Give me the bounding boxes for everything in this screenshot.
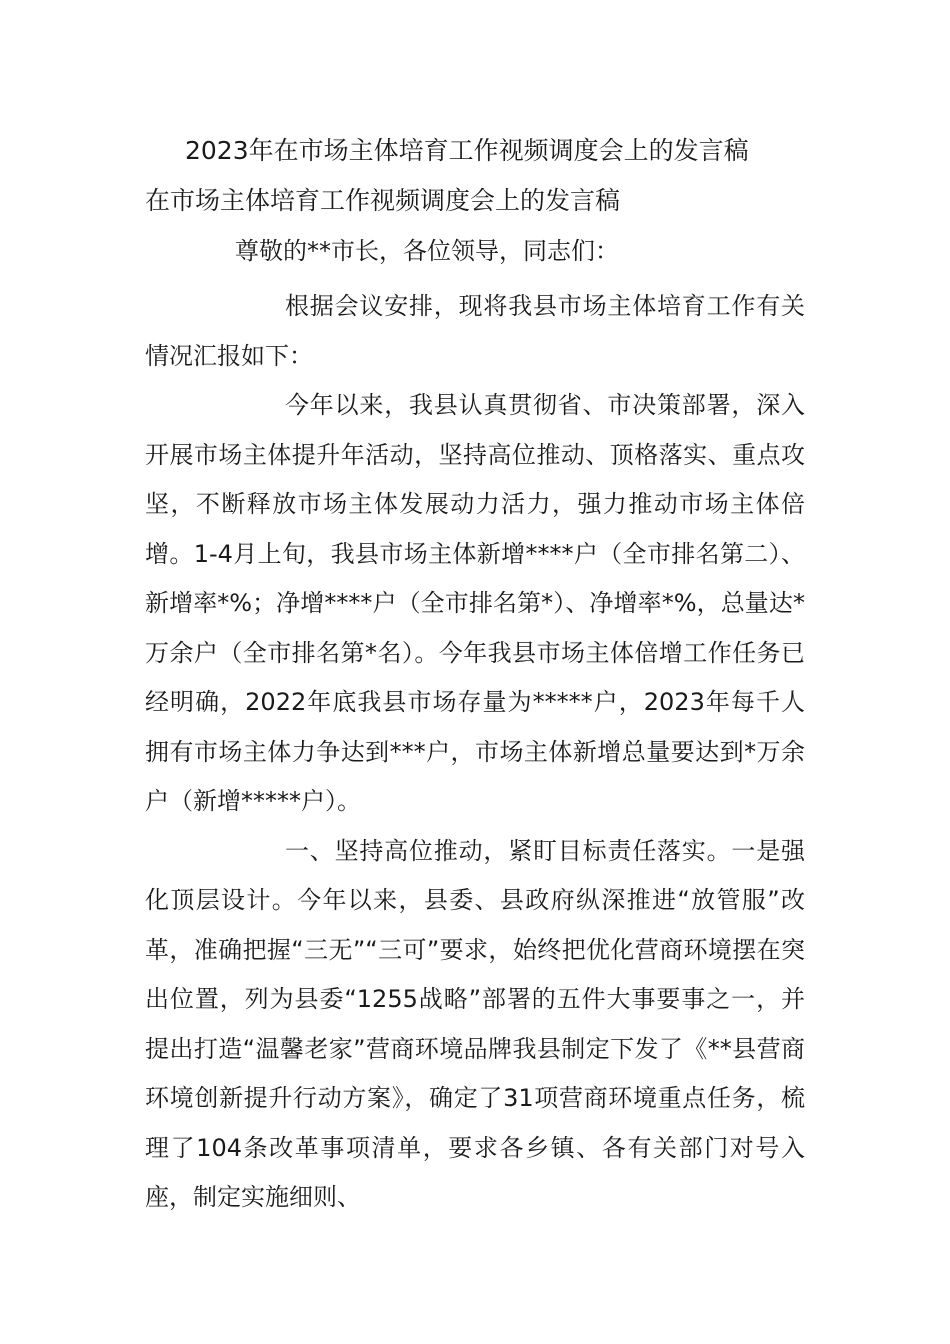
document-subtitle: 在市场主体培育工作视频调度会上的发言稿 — [145, 186, 621, 215]
paragraph-intro: 根据会议安排，现将我县市场主体培育工作有关情况汇报如下： — [145, 292, 805, 370]
salutation: 尊敬的**市长，各位领导，同志们： — [235, 237, 619, 265]
paragraph-overview: 今年以来，我县认真贯彻省、市决策部署，深入开展市场主体提升年活动，坚持高位推动、顶格落实、重点攻坚，不断释放市场主体发展动力活力，强力推动市场主体倍增。1-4月上旬，我县市场主体新增****户（全市排名第二）、新增率*%；净增****户（全市排名第*）、净增率*%，总量达*万余户（全市排名第*名）。今年我县市场主体倍增工作任务已经明确，2022年底我县市场存量为*****户，2023年每千人拥有市场主体力争达到***户，市场主体新增总量要达到*万余户（新增*****户）。 — [145, 391, 805, 815]
paragraph-section-one: 一、坚持高位推动，紧盯目标责任落实。一是强化顶层设计。今年以来，县委、县政府纵深推进“放管服”改革，准确把握“三无”“三可”要求，始终把优化营商环境摆在突出位置，列为县委“1255战略”部署的五件大事要事之一，并提出打造“温馨老家”营商环境品牌我县制定下发了《**县营商环境创新提升行动方案》，确定了31项营商环境重点任务，梳理了104条改革事项清单，要求各乡镇、各有关部门对号入座，制定实施细则、 — [145, 836, 805, 1211]
document-title: 2023年在市场主体培育工作视频调度会上的发言稿 — [185, 136, 749, 165]
document-body — [145, 282, 805, 1223]
